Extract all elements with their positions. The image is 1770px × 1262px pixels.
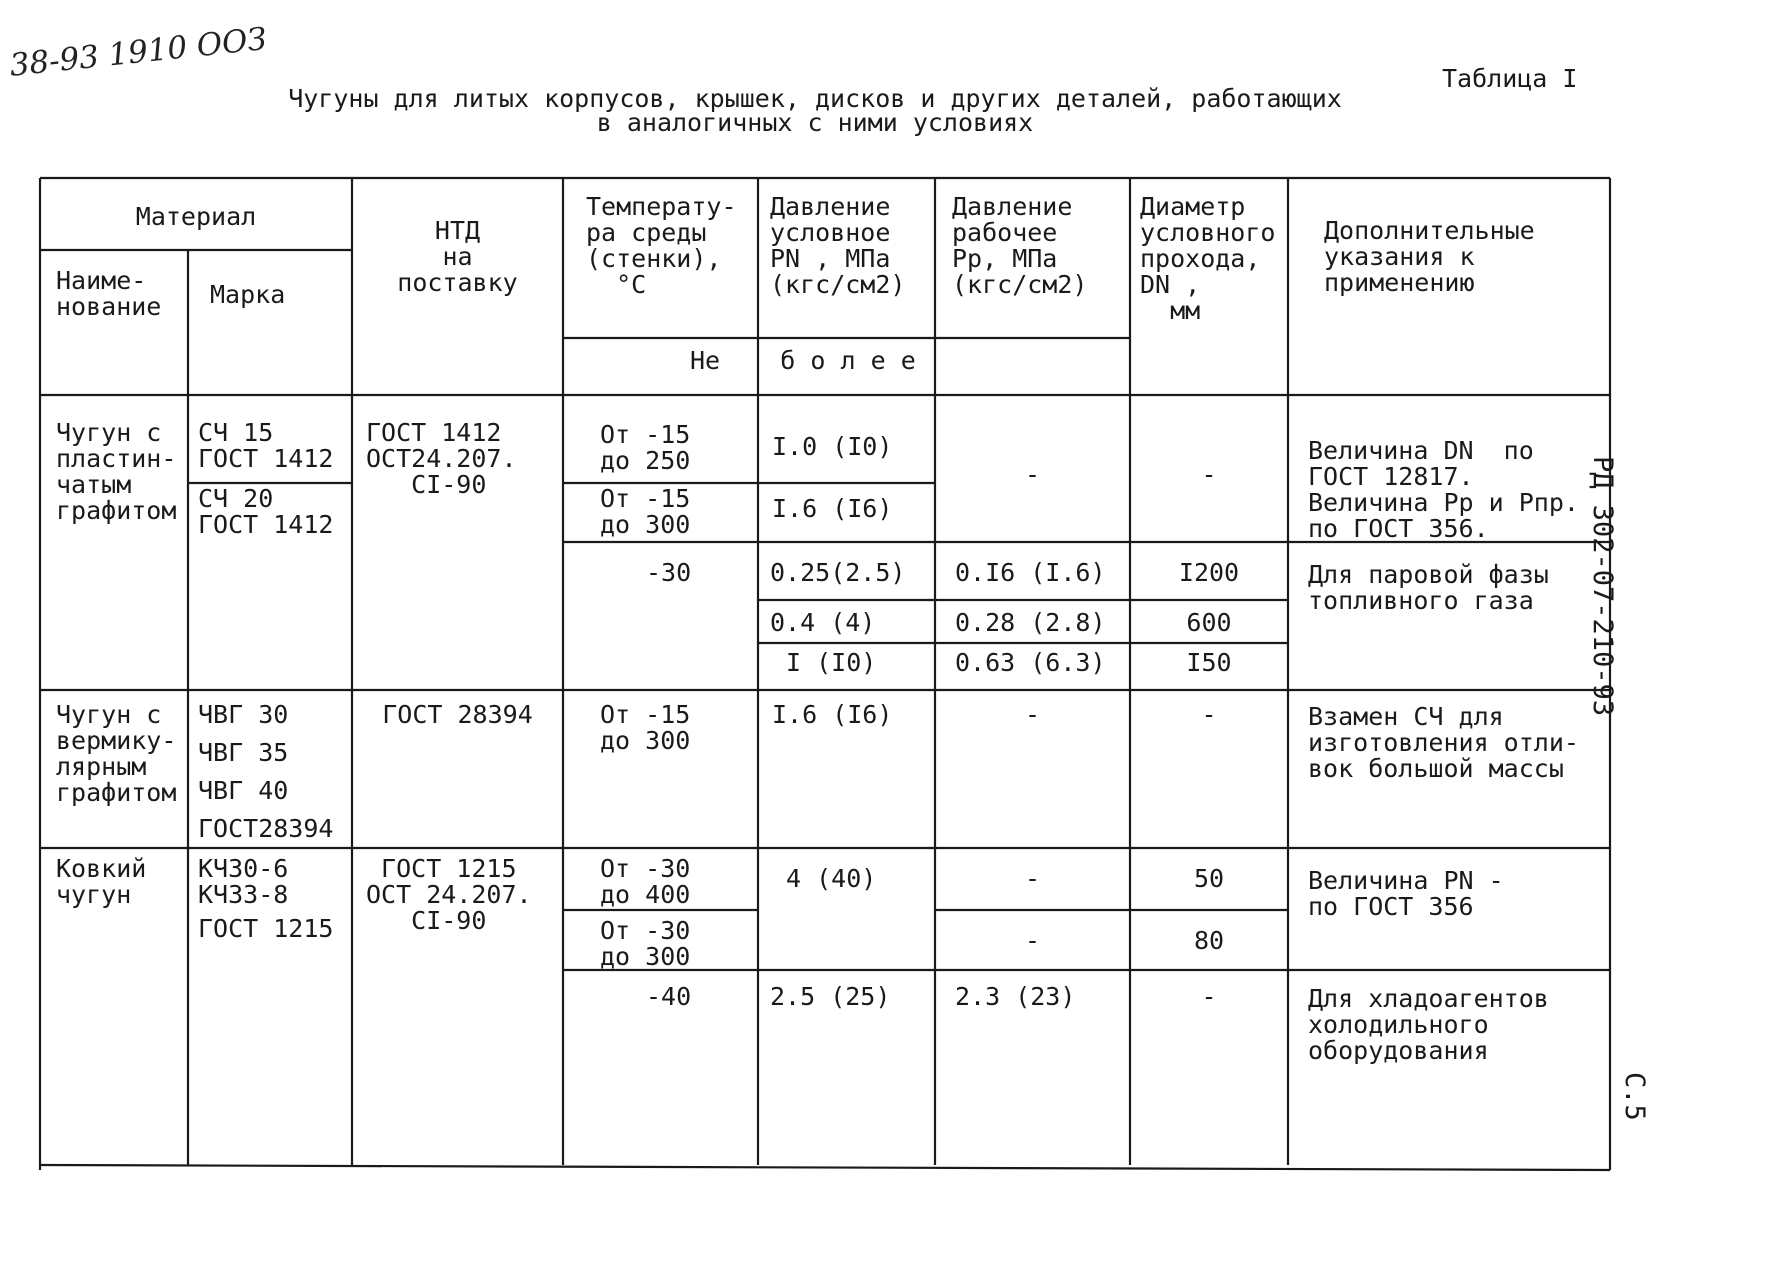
header-grade: Марка [210, 280, 286, 309]
table-title-line2: в аналогичных с ними условиях [596, 108, 1034, 137]
header-pressure-nominal: Давление условное PN , МПа (кгс/см2) [770, 192, 906, 299]
group3-pn: 4 (40) [786, 864, 877, 893]
header-diameter: Диаметр условного прохода, DN , мм [1140, 192, 1276, 325]
document-code: РД 302-07-210-93 [1587, 456, 1618, 717]
header-ntd: НТД на поставку [397, 216, 518, 297]
group2-pn: I.6 (I6) [772, 700, 893, 729]
group3-sub-pn: 2.5 (25) [770, 982, 891, 1011]
group1-row1-pn: I.0 (I0) [772, 432, 893, 461]
group3-row1-pr: - [1024, 864, 1041, 893]
group1-row1-temperature: От -15 до 250 [600, 420, 691, 475]
header-name: Наиме- нование [56, 266, 162, 321]
group2-ntd: ГОСТ 28394 [382, 700, 533, 729]
group1-sub-row2-pn: 0.4 (4) [770, 608, 876, 637]
page-number: С.5 [1619, 1072, 1650, 1121]
group3-row2-pr: - [1024, 926, 1041, 955]
group2-note: Взамен СЧ для изготовления отли- вок большой массы [1308, 702, 1579, 783]
group1-sub-row3-pr: 0.63 (6.3) [955, 648, 1106, 677]
header-notes: Дополнительные указания к применению [1324, 216, 1535, 297]
group1-sub-row1-pn: 0.25(2.5) [770, 558, 906, 587]
group2-dn: - [1201, 700, 1217, 729]
group3-grade-std: ГОСТ 1215 [198, 914, 334, 943]
group1-grade-b: СЧ 20 ГОСТ 1412 [198, 484, 334, 539]
group2-pr: - [1024, 700, 1041, 729]
group1-sub-note: Для паровой фазы топливного газа [1308, 560, 1549, 615]
group3-row1-dn: 50 [1193, 864, 1225, 893]
table-title-line1: Чугуны для литых корпусов, крышек, дисков и других деталей, работающих [288, 84, 1342, 113]
group2-grade-2: ЧВГ 35 [198, 738, 289, 767]
group1-sub-row1-dn: I200 [1178, 558, 1240, 587]
group3-ntd: ГОСТ 1215 ОСТ 24.207. СI-90 [366, 854, 532, 935]
group3-row2-temperature: От -30 до 300 [600, 916, 691, 971]
group1-sub-row3-pn: I (I0) [786, 648, 877, 677]
header-temperature: Температу- ра среды (стенки), °C [586, 192, 737, 299]
group2-temperature: От -15 до 300 [600, 700, 691, 755]
group1-note: Величина DN по ГОСТ 12817. Величина Рр и Рпр. по ГОСТ 356. [1308, 436, 1579, 543]
group3-sub-temperature: -40 [646, 982, 692, 1011]
group2-grade-3: ЧВГ 40 [198, 776, 289, 805]
group2-grade-1: ЧВГ 30 [198, 700, 289, 729]
group1-sub-row2-pr: 0.28 (2.8) [955, 608, 1106, 637]
group3-sub-pr: 2.3 (23) [955, 982, 1076, 1011]
group1-sub-row1-pr: 0.I6 (I.6) [955, 558, 1106, 587]
group1-dn: - [1201, 460, 1217, 489]
group3-note: Величина PN - по ГОСТ 356 [1308, 866, 1504, 921]
header-not-more: Не б о л е е [690, 346, 916, 375]
group1-sub-temperature: -30 [646, 558, 692, 587]
group1-pr: - [1024, 460, 1041, 489]
group1-row2-pn: I.6 (I6) [772, 494, 893, 523]
handwritten-note: 38-93 1910 ООЗ [8, 21, 269, 84]
table-number: Таблица I [1442, 64, 1578, 93]
header-pressure-working: Давление рабочее Pр, МПа (кгс/см2) [952, 192, 1088, 299]
group3-sub-note: Для хладоагентов холодильного оборудования [1308, 984, 1549, 1065]
group2-name: Чугун с вермику- лярным графитом [56, 700, 177, 807]
group1-sub-row3-dn: I50 [1186, 648, 1232, 677]
group3-row1-temperature: От -30 до 400 [600, 854, 691, 909]
group1-grade-a: СЧ 15 ГОСТ 1412 [198, 418, 334, 473]
group1-ntd: ГОСТ 1412 ОСТ24.207. СI-90 [366, 418, 517, 499]
group1-sub-row2-dn: 600 [1186, 608, 1232, 637]
header-material: Материал [135, 202, 257, 231]
group3-grade: КЧ30-6 КЧ33-8 [198, 854, 289, 909]
group1-row2-temperature: От -15 до 300 [600, 484, 691, 539]
group3-row2-dn: 80 [1193, 926, 1225, 955]
group2-grade-4: ГОСТ28394 [198, 814, 334, 843]
group3-sub-dn: - [1201, 982, 1217, 1011]
group1-name: Чугун с пластин- чатым графитом [56, 418, 177, 525]
group3-name: Ковкий чугун [56, 854, 147, 909]
